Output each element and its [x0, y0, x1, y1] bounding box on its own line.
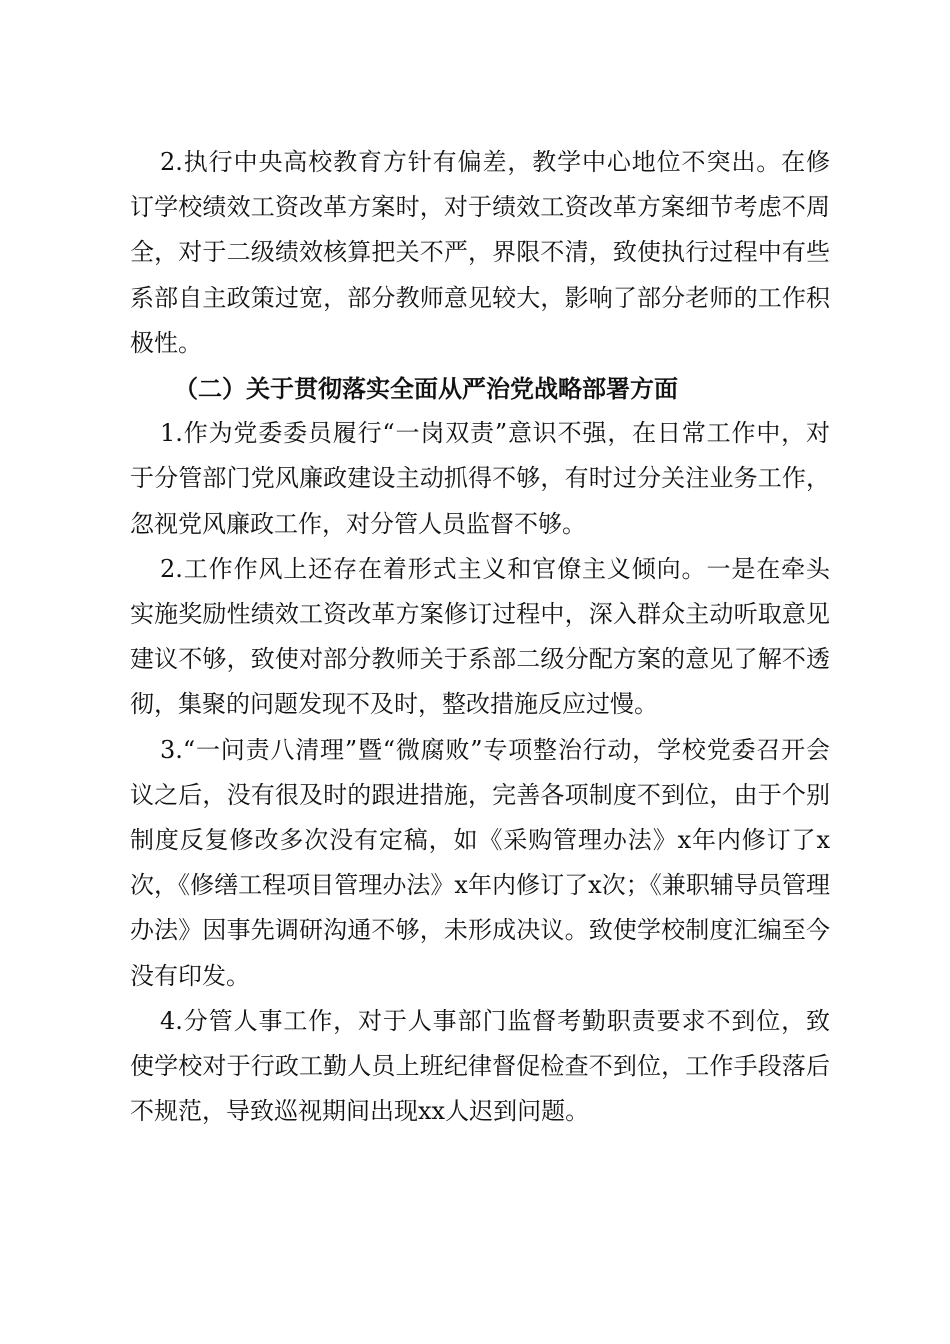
paragraph-item-3-rectification: 3.“一问责八清理”暨“微腐败”专项整治行动，学校党委召开会议之后，没有很及时的跟进措施，完善各项制度不到位，由于个别制度反复修改多次没有定稿，如《采购管理办法》x年内修订了x次，《修缮工程项目管理办法》x年内修订了x次；《兼职辅导员管理办法》因事先调研沟通不够，未形成决议。致使学校制度汇编至今没有印发。 [130, 735, 830, 990]
paragraph-item-2-curriculum: 2.执行中央高校教育方针有偏差，教学中心地位不突出。在修订学校绩效工资改革方案时，对于绩效工资改革方案细节考虑不周全，对于二级绩效核算把关不严，界限不清，致使执行过程中有些系部自主政策过宽，部分教师意见较大，影响了部分老师的工作积极性。 [130, 148, 830, 357]
paragraph-item-4-personnel: 4.分管人事工作，对于人事部门监督考勤职责要求不到位，致使学校对于行政工勤人员上班纪律督促检查不到位，工作手段落后不规范，导致巡视期间出现xx人迟到问题。 [130, 1006, 830, 1126]
paragraph-item-1-responsibility: 1.作为党委委员履行“一岗双责”意识不强，在日常工作中，对于分管部门党风廉政建设主动抓得不够，有时过分关注业务工作，忽视党风廉政工作，对分管人员监督不够。 [130, 419, 830, 538]
section-heading: （二）关于贯彻落实全面从严治党战略部署方面 [174, 374, 678, 404]
document-body [130, 140, 830, 1134]
paragraph-item-2-work-style: 2.工作作风上还存在着形式主义和官僚主义倾向。一是在牵头实施奖励性绩效工资改革方案修订过程中，深入群众主动听取意见建议不够，致使对部分教师关于系部二级分配方案的意见了解不透彻，集聚的问题发现不及时，整改措施反应过慢。 [130, 554, 830, 719]
